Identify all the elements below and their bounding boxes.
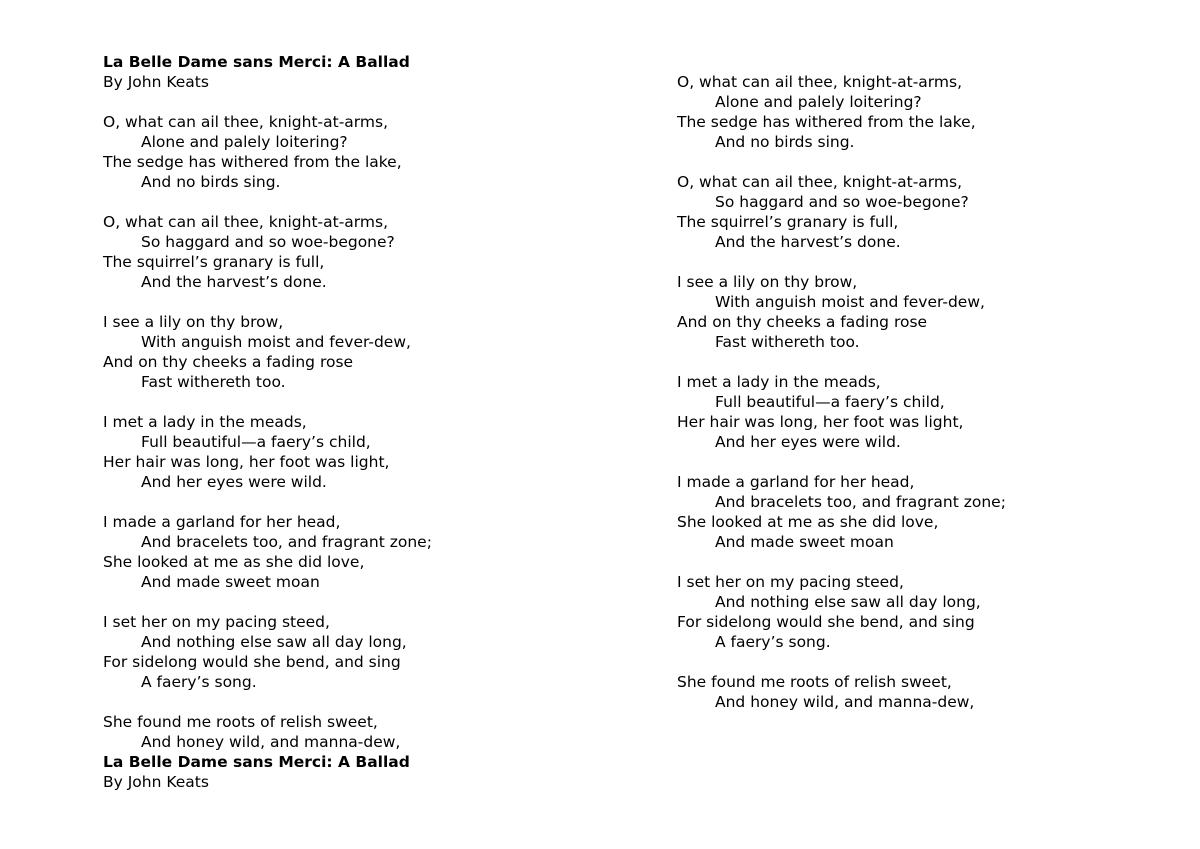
verse-line: Alone and palely loitering? (715, 93, 922, 111)
verse-line: So haggard and so woe-begone? (715, 193, 969, 211)
verse-line: For sidelong would she bend, and sing (103, 653, 401, 671)
verse-line: She looked at me as she did love, (103, 553, 365, 571)
stanza (103, 612, 432, 692)
verse-line: And bracelets too, and fragrant zone; (141, 533, 432, 551)
verse-line: O, what can ail thee, knight-at-arms, (103, 113, 389, 131)
verse-line: A faery’s song. (715, 633, 831, 651)
verse-line: Alone and palely loitering? (141, 133, 348, 151)
stanza-gap (677, 252, 1006, 272)
stanza (677, 472, 1006, 552)
stanza (677, 72, 1006, 152)
verse-line: O, what can ail thee, knight-at-arms, (677, 173, 963, 191)
poem-title-repeat: La Belle Dame sans Merci: A Ballad (103, 753, 410, 771)
verse-line: Her hair was long, her foot was light, (677, 413, 964, 431)
verse-line: The sedge has withered from the lake, (677, 113, 976, 131)
verse-line: O, what can ail thee, knight-at-arms, (103, 213, 389, 231)
verse-line: For sidelong would she bend, and sing (677, 613, 975, 631)
verse-line: The squirrel’s granary is full, (103, 253, 325, 271)
poem-byline-repeat: By John Keats (103, 773, 209, 791)
verse-line: And the harvest’s done. (141, 273, 327, 291)
verse-line: And no birds sing. (141, 173, 281, 191)
stanza (103, 112, 432, 192)
verse-line: And on thy cheeks a fading rose (677, 313, 928, 331)
verse-line: Fast withereth too. (141, 373, 286, 391)
verse-line: I set her on my pacing steed, (677, 573, 904, 591)
verse-line: And her eyes were wild. (715, 433, 901, 451)
verse-line: I met a lady in the meads, (677, 373, 881, 391)
stanza (103, 712, 432, 752)
stanza-gap (103, 592, 432, 612)
stanza (677, 672, 1006, 712)
verse-line: And nothing else saw all day long, (715, 593, 981, 611)
verse-line: With anguish moist and fever-dew, (715, 293, 985, 311)
stanza-gap (103, 292, 432, 312)
stanza (677, 172, 1006, 252)
verse-line: And nothing else saw all day long, (141, 633, 407, 651)
stanza-gap (677, 452, 1006, 472)
stanza-gap (677, 152, 1006, 172)
verse-line: Fast withereth too. (715, 333, 860, 351)
stanza (103, 212, 432, 292)
stanza-gap (677, 552, 1006, 572)
verse-line: And made sweet moan (715, 533, 894, 551)
verse-line: And her eyes were wild. (141, 473, 327, 491)
poem-title: La Belle Dame sans Merci: A Ballad (103, 53, 410, 71)
stanza-gap (103, 92, 432, 112)
verse-line: The squirrel’s granary is full, (677, 213, 899, 231)
verse-line: A faery’s song. (141, 673, 257, 691)
verse-line: O, what can ail thee, knight-at-arms, (677, 73, 963, 91)
stanza-gap (677, 352, 1006, 372)
stanza-gap (103, 392, 432, 412)
verse-line: And bracelets too, and fragrant zone; (715, 493, 1006, 511)
stanza-gap (103, 692, 432, 712)
right-column (677, 72, 1006, 712)
stanza-gap (103, 192, 432, 212)
verse-line: And the harvest’s done. (715, 233, 901, 251)
verse-line: The sedge has withered from the lake, (103, 153, 402, 171)
verse-line: And on thy cheeks a fading rose (103, 353, 354, 371)
verse-line: Full beautiful—a faery’s child, (141, 433, 371, 451)
verse-line: Her hair was long, her foot was light, (103, 453, 390, 471)
verse-line: I made a garland for her head, (103, 513, 341, 531)
stanza-gap (677, 652, 1006, 672)
verse-line: I made a garland for her head, (677, 473, 915, 491)
stanza (677, 272, 1006, 352)
left-column (103, 52, 432, 792)
verse-line: I met a lady in the meads, (103, 413, 307, 431)
verse-line: And made sweet moan (141, 573, 320, 591)
verse-line: And no birds sing. (715, 133, 855, 151)
stanza (103, 412, 432, 492)
verse-line: And honey wild, and manna-dew, (141, 733, 401, 751)
verse-line: And honey wild, and manna-dew, (715, 693, 975, 711)
verse-line: She found me roots of relish sweet, (103, 713, 378, 731)
stanza (103, 512, 432, 592)
verse-line: She looked at me as she did love, (677, 513, 939, 531)
stanza (103, 312, 432, 392)
poem-byline: By John Keats (103, 73, 209, 91)
verse-line: I see a lily on thy brow, (103, 313, 284, 331)
stanza-gap (103, 492, 432, 512)
verse-line: With anguish moist and fever-dew, (141, 333, 411, 351)
verse-line: I see a lily on thy brow, (677, 273, 858, 291)
verse-line: She found me roots of relish sweet, (677, 673, 952, 691)
stanza (677, 572, 1006, 652)
verse-line: I set her on my pacing steed, (103, 613, 330, 631)
verse-line: Full beautiful—a faery’s child, (715, 393, 945, 411)
verse-line: So haggard and so woe-begone? (141, 233, 395, 251)
stanza (677, 372, 1006, 452)
